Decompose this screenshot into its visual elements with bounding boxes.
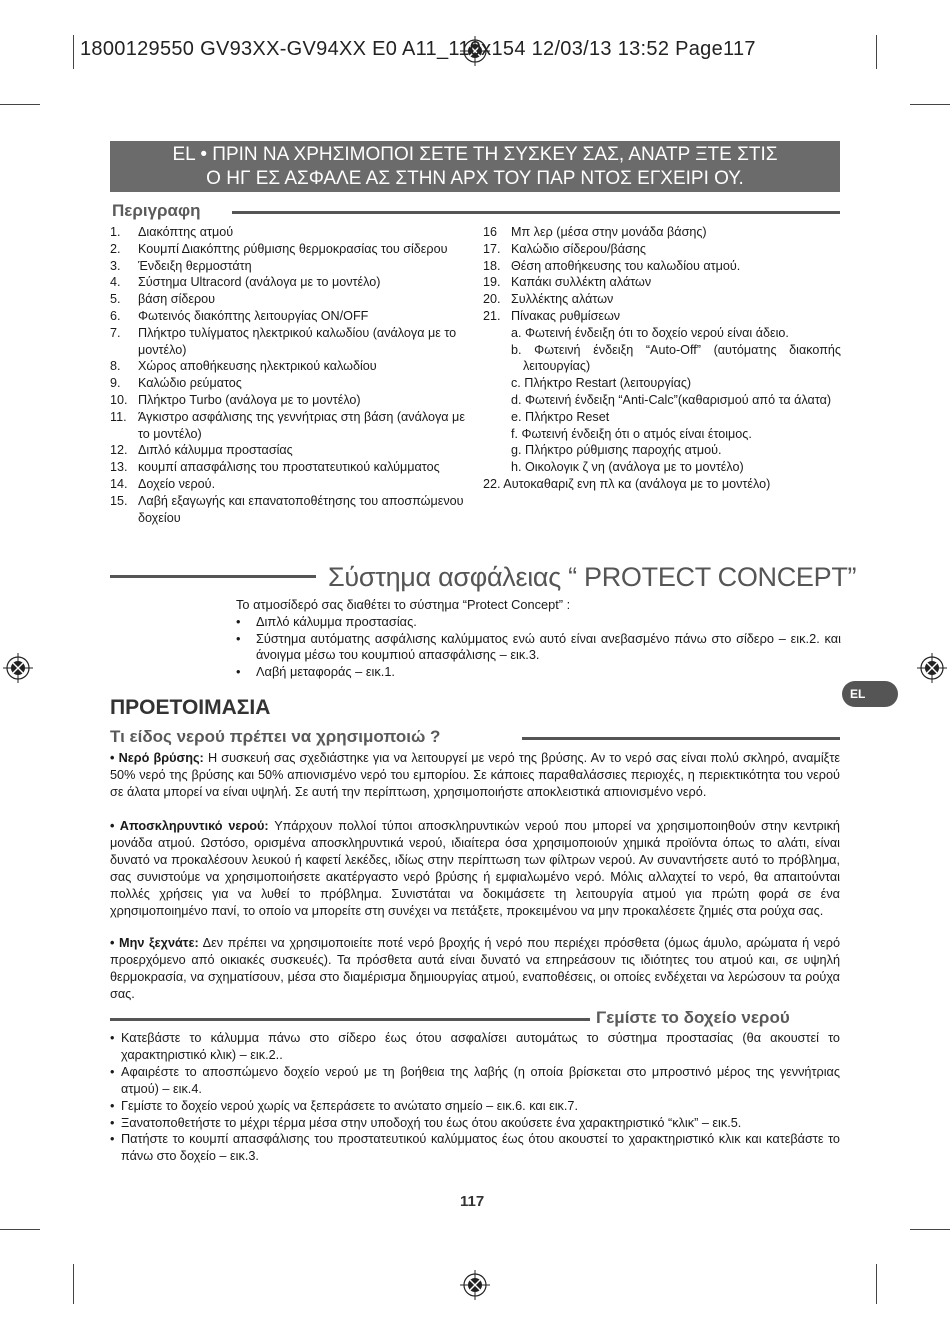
crop-mark <box>876 1264 877 1304</box>
list-item: 4. Σύστημα Ultracord (ανάλογα με το μοντέλο) <box>110 275 381 290</box>
list-item: 1. Διακόπτης ατμού <box>110 225 234 239</box>
list-item: 13. κουμπί απασφάλισης του προστατευτικού καλύμματος <box>110 460 440 475</box>
list-item: 11. Άγκιστρο ασφάλισης της γεννήτριας στη βάση (ανάλογα με το μοντέλο) <box>110 409 465 441</box>
crosshair-target-icon <box>917 653 947 683</box>
list-item: • Διπλό κάλυμμα προστασίας. <box>236 613 417 629</box>
list-item: 22. Αυτοκαθαριζ ενη πλ κα (ανάλογα με το μοντέλο) <box>483 476 771 491</box>
protect-rule <box>110 575 316 578</box>
list-item: 8. Χώρος αποθήκευσης ηλεκτρικού καλωδίου <box>110 359 377 374</box>
description-left-list <box>110 224 470 526</box>
sub-list-item: c. Πλήκτρο Restart (λειτουργίας) <box>511 376 692 391</box>
warning-banner <box>110 141 840 192</box>
list-item: 17. Καλώδιο σίδερου/βάσης <box>483 241 646 256</box>
list-item: 21. Πίνακας ρυθμίσεων <box>483 308 621 323</box>
list-item: 14. Δοχείο νερού. <box>110 476 216 491</box>
list-item: 16 Μπ λερ (μέσα στην μονάδα βάσης) <box>483 225 707 239</box>
paragraph-tap-water: • Νερό βρύσης: Η συσκευή σας σχεδιάστηκε για να λειτουργεί με νερό της βρύσης. Αν το νερό σας είναι πολύ σκληρό, αναμίξτε 50% νερό της βρύσης και 50% απιονισμένο νερό του εμπορίου. Σε κάποιες παραθαλάσσιες περιοχές, η περιεκτικότητα του νερού σε άλατα μπορεί να είναι υψηλή. Σε αυτή την περίπτωση, χρησιμοποιήστε αποκλειστικά απιονισμένο νερό. <box>110 751 840 799</box>
heading-rule <box>110 1018 590 1021</box>
paragraph-softener: • Αποσκληρυντικό νερού: Υπάρχουν πολλοί τύποι αποσκληρυντικών νερού που μπορεί να χρησιμοποιηθούν στην κεντρική μονάδα ατμού. Ωστόσο, ορισμένα αποσκληρυντικά νερού, ιδιαίτερα όσα χρησιμοποιούν χημικά προϊόντα όπως το αλάτι, είναι δυνατό να προκαλέσουν λευκού ή καφετί λεκέδες, ιδίως στην περίπτωση των φίλτρων νερού. Αν συναντήσετε αυτό το πρόβλημα, σας συνιστούμε να χρησιμοποιήσετε ακατέργαστο νερό βρύσης ή εμφιαλωμένο νερό. Μόλις αλλαχτεί το νερό, θα απαιτούνται πολλές χρήσεις για να λυθεί το πρόβλημα. Συνιστάται να δοκιμάσετε τη λειτουργία ατμού για πρώτη φορά σε ένα χρησιμοποιημένο πανί, το οποίο να μπορείτε στη συνέχει να πετάξετε, προκειμένου να μην προκαλέσετε ζημιές στα ρούχα σας. <box>110 819 840 918</box>
print-header: 1800129550 GV93XX-GV94XX E0 A11_110x154 12/03/13 13:52 Page117 <box>80 38 756 60</box>
banner-line-1: EL • ΠΡΙΝ ΝΑ ΧΡΗΣΙΜΟΠΟΙ ΣΕΤΕ ΤΗ ΣΥΣΚΕΥ ΣΑΣ, ΑΝΑΤΡ ΞΤΕ ΣΤΙΣ <box>172 144 778 165</box>
list-item: 2. Κουμπί Διακόπτης ρύθμισης θερμοκρασίας του σίδερου <box>110 241 448 256</box>
crop-mark <box>910 1229 950 1230</box>
banner-line-2: Ο ΗΓ ΕΣ ΑΣΦΑΛΕ ΑΣ ΣΤΗΝ ΑΡΧ ΤΟΥ ΠΑΡ ΝΤΟΣ ΕΓΧΕΙΡΙ ΟΥ. <box>206 168 744 189</box>
heading-rule <box>522 737 840 740</box>
list-item: • Ξανατοποθετήστε το μέχρι τέρμα μέσα στην υποδοχή του έως ότου ακούσετε ένα χαρακτηριστικό “κλικ” – εικ.5. <box>110 1115 742 1130</box>
sub-list-item: d. Φωτεινή ένδειξη “Anti-Calc”(καθαρισμού από τα άλατα) <box>511 392 832 407</box>
crop-mark <box>876 35 877 69</box>
crop-mark <box>73 35 74 69</box>
paragraph-reminder: • Μην ξεχνάτε: Δεν πρέπει να χρησιμοποιείτε ποτέ νερό βροχής ή νερό που περιέχει πρόσθετα (όμως άμυλο, αρώματα ή νερό προερχόμενο από οικιακές συσκευές). Τα πρόσθετα αυτά είναι δυνατό να επηρεάσουν τις ιδιότητες του ατμού και, σε υψηλή θερμοκρασία, να σχηματίσουν, μέσα στο διαμέρισμα δημιουργίας ατμού, εναποθέσεις, οι οποίες ενδέχεται να λερώσουν τα ρούχα σας. <box>110 936 841 1001</box>
crop-mark <box>0 1229 40 1230</box>
protect-block <box>236 597 841 681</box>
sub-list-item: g. Πλήκτρο ρύθμισης παροχής ατμού. <box>511 443 722 458</box>
preparation-heading: ΠΡΟΕΤΟΙΜΑΣΙΑ <box>110 696 271 719</box>
crosshair-target-icon <box>460 1270 490 1300</box>
description-right-list <box>483 224 841 493</box>
list-item: • Πατήστε το κουμπί απασφάλισης του προστατευτικού καλύμματος έως ότου ακουστεί το χαρακτηριστικό κλικ και κατεβάστε το πάνω στο δοχείο – εικ.3. <box>110 1132 840 1164</box>
crop-mark <box>0 104 40 105</box>
sub-list-item: a. Φωτεινή ένδειξη ότι το δοχείο νερού είναι άδειο. <box>511 325 789 340</box>
description-heading: Περιγραφη <box>112 201 201 220</box>
sub-list-item: f. Φωτεινή ένδειξη ότι ο ατμός είναι έτοιμος. <box>511 426 752 441</box>
fill-steps <box>110 1030 840 1165</box>
fill-heading: Γεμίστε το δοχείο νερού <box>596 1008 790 1027</box>
crop-mark <box>910 104 950 105</box>
sub-list-item: h. Οικολογικ ζ νη (ανάλογα με το μοντέλο) <box>511 460 744 475</box>
page-number: 117 <box>460 1193 485 1210</box>
list-item: 7. Πλήκτρο τυλίγματος ηλεκτρικού καλωδίου (ανάλογα με το μοντέλο) <box>110 325 457 357</box>
list-item: 19. Καπάκι συλλέκτη αλάτων <box>483 275 652 290</box>
protect-intro: Το ατμοσίδερό σας διαθέτει το σύστημα “Protect Concept” : <box>236 597 571 612</box>
water-heading: Τι είδος νερού πρέπει να χρησιμοποιώ ? <box>110 727 441 746</box>
list-item: • Γεμίστε το δοχείο νερού χωρίς να ξεπεράσετε το ανώτατο σημείο – εικ.6. και εικ.7. <box>110 1098 578 1113</box>
list-item: • Κατεβάστε το κάλυμμα πάνω στο σίδερο έως ότου ασφαλίσει αυτομάτως το σύστημα προστασίας (θα ακουστεί το χαρακτηριστικό κλικ) – εικ.2.. <box>110 1031 840 1062</box>
sub-list-item: b. Φωτεινή ένδειξη “Auto-Off” (αυτόματης διακοπής λειτουργίας) <box>511 342 841 374</box>
list-item: 15. Λαβή εξαγωγής και επανατοποθέτησης του αποσπώμενου δοχείου <box>110 493 464 525</box>
list-item: 5. βάση σίδερου <box>110 292 216 307</box>
heading-rule <box>232 211 840 214</box>
list-item: • Λαβή μεταφοράς – εικ.1. <box>236 664 395 680</box>
list-item: 20. Συλλέκτης αλάτων <box>483 292 614 307</box>
crop-mark <box>73 1264 74 1304</box>
crosshair-target-icon <box>3 653 33 683</box>
list-item: 3. Ένδειξη θερμοστάτη <box>110 258 252 273</box>
language-tab: EL <box>842 681 898 707</box>
list-item: • Σύστημα αυτόματης ασφάλισης καλύμματος ενώ αυτό είναι ανεβασμένο πάνω στο σίδερο – εικ.2. και άνοιγμα μέσω του κουμπιού απασφάλισης – εικ.3. <box>236 630 841 663</box>
list-item: 18. Θέση αποθήκευσης του καλωδίου ατμού. <box>483 258 741 273</box>
list-item: 6. Φωτεινός διακόπτης λειτουργίας ON/OFF <box>110 308 369 323</box>
sub-list-item: e. Πλήκτρο Reset <box>511 409 610 424</box>
list-item: • Αφαιρέστε το αποσπώμενο δοχείο νερού με τη βοήθεια της λαβής (η οποία βρίσκεται στο μπροστινό μέρος της γεννήτριας ατμού) – εικ.4. <box>110 1064 840 1096</box>
list-item: 10. Πλήκτρο Turbo (ανάλογα με το μοντέλο) <box>110 392 361 407</box>
list-item: 12. Διπλό κάλυμμα προστασίας <box>110 443 293 458</box>
protect-title: Σύστημα ασφάλειας “ PROTECT CONCEPT” <box>328 562 857 592</box>
list-item: 9. Καλώδιο ρεύματος <box>110 376 242 391</box>
